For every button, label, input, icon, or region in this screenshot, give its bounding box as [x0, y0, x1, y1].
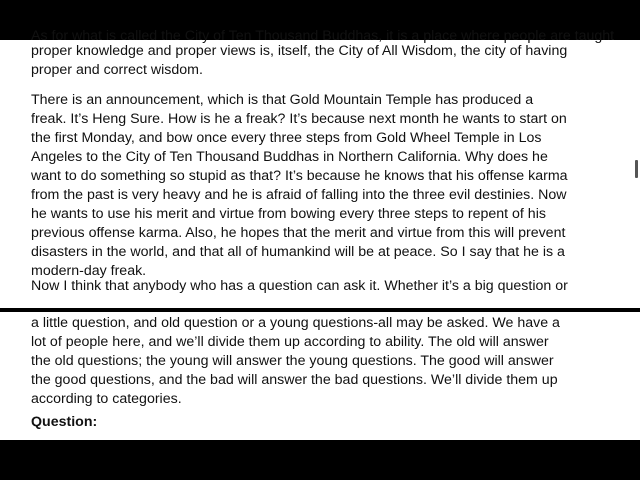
text-line: from the past is very heavy and he is afraid of falling into the three evil destinies. Now [31, 187, 567, 203]
text-line: the old questions; the young will answer the young questions. The good will answer [31, 353, 554, 369]
text-line: lot of people here, and we’ll divide them up according to ability. The old will answer [31, 334, 549, 350]
text-line: There is an announcement, which is that Gold Mountain Temple has produced a [31, 92, 534, 108]
paragraph-wisdom [31, 42, 616, 80]
scrollbar-thumb[interactable] [635, 160, 638, 178]
text-line: proper and correct wisdom. [31, 62, 203, 78]
paragraph-announcement [31, 91, 616, 281]
paragraph-questions-intro [31, 277, 616, 296]
text-line: proper knowledge and proper views is, itself, the City of All Wisdom, the city of having [31, 43, 568, 59]
question-heading: Question: [31, 414, 98, 430]
text-line: Now I think that anybody who has a question can ask it. Whether it’s a big question or [31, 278, 568, 294]
text-line: according to categories. [31, 391, 182, 407]
text-line: a little question, and old question or a young questions-all may be asked. We have a [31, 315, 560, 331]
document-page-bottom [0, 312, 640, 440]
text-line: freak. It’s Heng Sure. How is he a freak? It’s because next month he wants to start on [31, 111, 567, 127]
document-page-top [0, 28, 640, 308]
text-line: previous offense karma. Also, he hopes that the merit and virtue from this will prevent [31, 225, 566, 241]
text-line: he wants to use his merit and virtue from bowing every three steps to repent of his [31, 206, 546, 222]
text-line: want to do something so stupid as that? It’s because he knows that his offense karma [31, 168, 568, 184]
paragraph-questions [31, 314, 616, 409]
text-line: the good questions, and the bad will answer the bad questions. We’ll divide them up [31, 372, 558, 388]
text-line: modern-day freak. [31, 263, 147, 279]
clipped-text-line: As for what is called the City of Ten Thousand Buddhas, it is a place where people are taught [31, 28, 615, 44]
text-line: Angeles to the City of Ten Thousand Buddhas in Northern California. Why does he [31, 149, 548, 165]
text-line: the first Monday, and bow once every three steps from Gold Wheel Temple in Los [31, 130, 542, 146]
text-line: disasters in the world, and that all of humankind will be at peace. So I say that he is a [31, 244, 565, 260]
